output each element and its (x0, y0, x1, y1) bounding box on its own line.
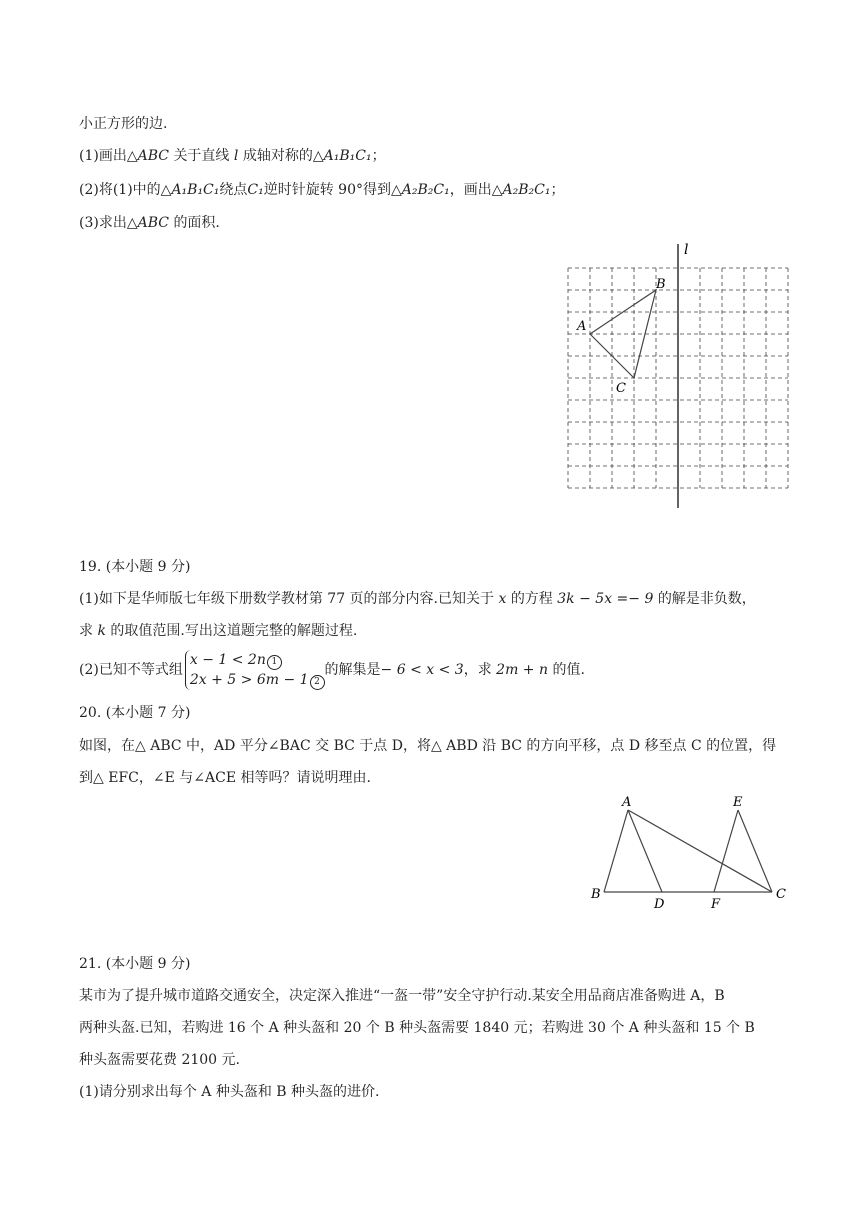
label-B: B (591, 887, 601, 902)
segment-AC (628, 810, 772, 892)
q20-translation-figure (588, 790, 794, 912)
q20-line1: 如图，在△ ABC 中，AD 平分∠BAC 交 BC 于点 D，将△ ABD 沿 BC 的方向平移，点 D 移至点 C 的位置，得 (79, 738, 777, 754)
q18-grid-figure (560, 238, 796, 510)
segment-AD (628, 810, 662, 892)
q21-line1: 某市为了提升城市道路交通安全，决定深入推进“一盔一带”安全守护行动.某安全用品商店准备购进 A，B (79, 988, 725, 1004)
q21-line3: 种头盔需要花费 2100 元. (79, 1052, 240, 1068)
segment-EC (738, 810, 772, 892)
label-F: F (711, 897, 721, 912)
q20-header: 20. (本小题 7 分) (79, 705, 191, 721)
label-D: D (654, 897, 665, 912)
label-C: C (616, 381, 626, 396)
q19-part1-line1: (1)如下是华师版七年级下册数学教材第 77 页的部分内容.已知关于 x 的方程 3k − 5x =− 9 的解是非负数， (79, 591, 756, 607)
label-l: l (684, 242, 689, 258)
q21-part1: (1)请分别求出每个 A 种头盔和 B 种头盔的进价. (79, 1084, 380, 1100)
q21-header: 21. (本小题 9 分) (79, 956, 191, 972)
segment-AB (604, 810, 628, 892)
q18-part1: (1)画出△ABC 关于直线 l 成轴对称的△A₁B₁C₁； (79, 148, 386, 164)
label-B: B (656, 277, 666, 292)
q18-intro: 小正方形的边. (79, 116, 168, 132)
inequality-system: x − 1 < 2n 1 2x + 5 > 6m − 1 2 (185, 650, 325, 690)
segment-EF (714, 810, 738, 892)
label-A: A (577, 319, 587, 334)
q19-header: 19. (本小题 9 分) (79, 559, 191, 575)
label-C: C (776, 887, 786, 902)
q21-line2: 两种头盔.已知，若购进 16 个 A 种头盔和 20 个 B 种头盔需要 1840 元；若购进 30 个 A 种头盔和 15 个 B (79, 1020, 755, 1036)
q18-part3: (3)求出△ABC 的面积. (79, 215, 220, 231)
q20-line2: 到△ EFC，∠E 与∠ACE 相等吗？请说明理由. (79, 770, 371, 786)
q19-part2: (2)已知不等式组x − 1 < 2n 1 2x + 5 > 6m − 1 2的解集是− 6 < x < 3，求 2m + n 的值. (79, 652, 585, 688)
label-E: E (733, 795, 743, 810)
q19-part1-line2: 求 k 的取值范围.写出这道题完整的解题过程. (79, 623, 358, 639)
q18-part2: (2)将(1)中的△A₁B₁C₁绕点C₁逆时针旋转 90°得到△A₂B₂C₁，画出△A₂B₂C₁； (79, 182, 565, 198)
label-A: A (622, 795, 632, 810)
